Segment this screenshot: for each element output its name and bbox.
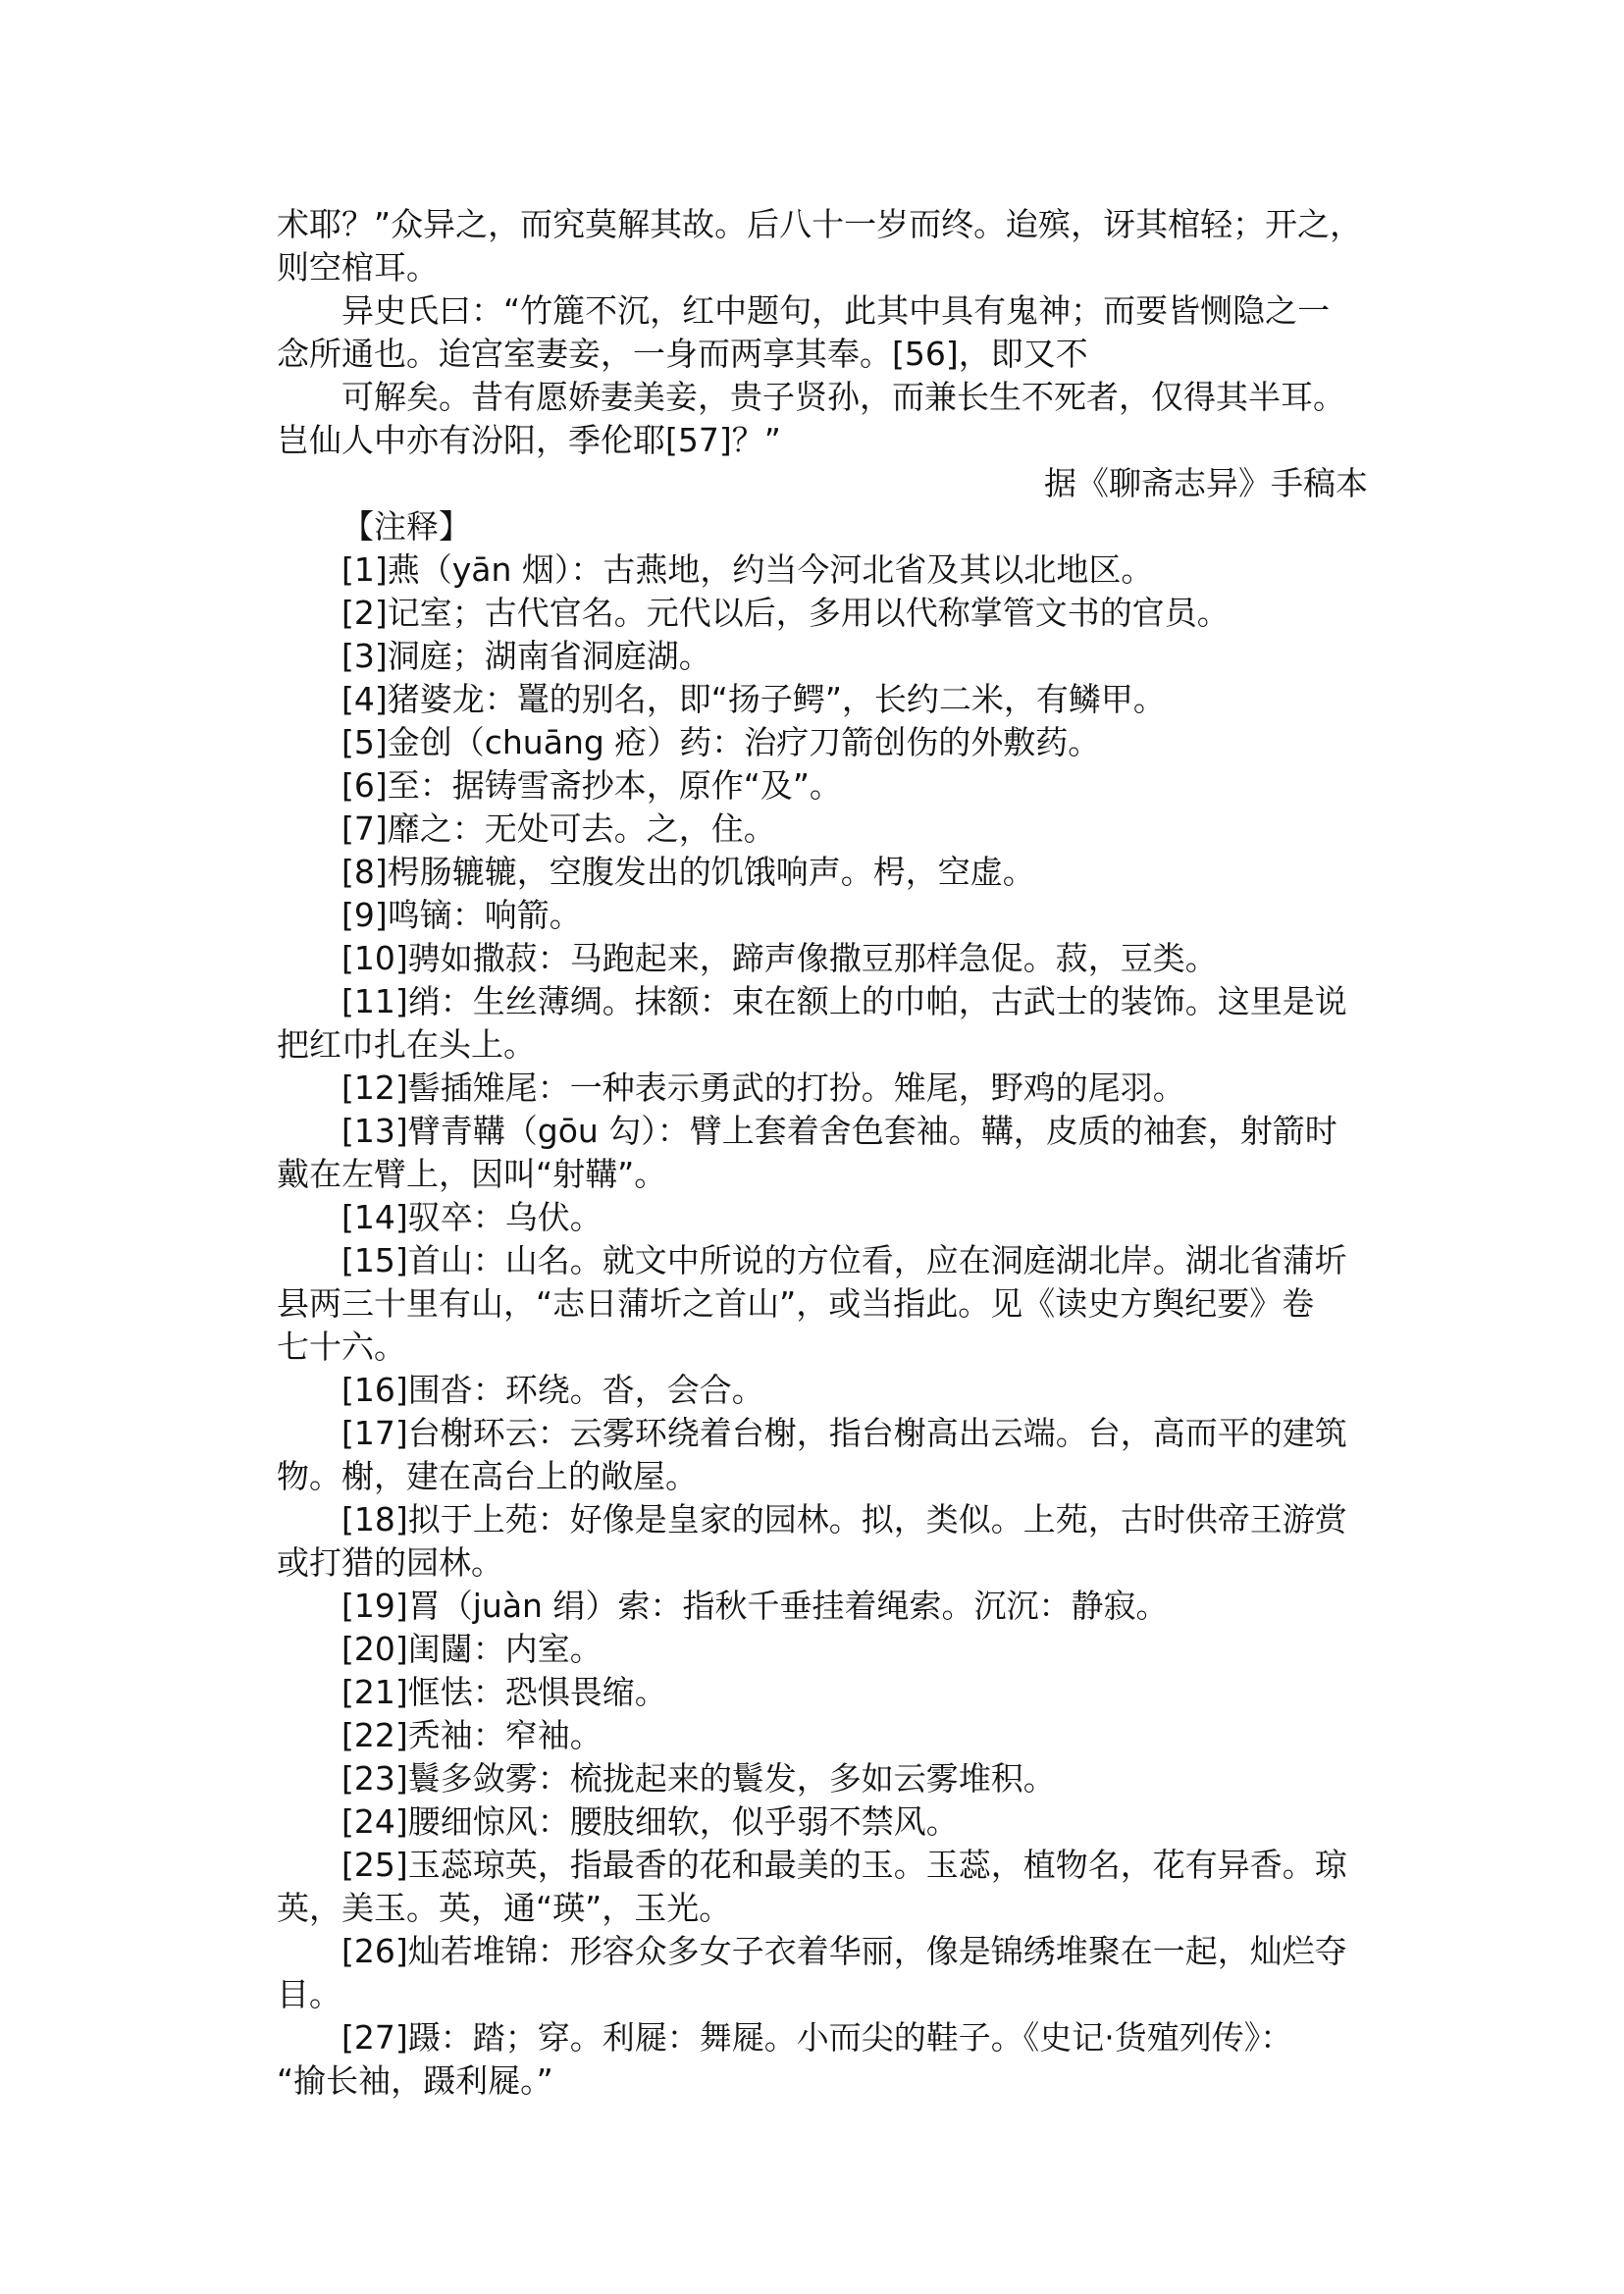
text-line: 则空棺耳。 <box>277 248 439 287</box>
note-14: [14]驭卒：乌伏。 <box>341 1198 602 1236</box>
note-2: [2]记室；古代官名。元代以后，多用以代称掌管文书的官员。 <box>341 594 1230 632</box>
note-18-cont: 或打猎的园林。 <box>277 1543 503 1582</box>
text-line: 可解矣。昔有愿娇妻美妾，贵子贤孙，而兼长生不死者，仅得其半耳。 <box>341 378 1345 416</box>
note-15: [15]首山：山名。就文中所说的方位看，应在洞庭湖北岸。湖北省蒲圻 <box>341 1241 1347 1279</box>
note-6: [6]至：据铸雪斋抄本，原作“及”。 <box>341 766 842 805</box>
note-4: [4]猪婆龙：鼍的别名，即“扬子鳄”，长约二米，有鳞甲。 <box>341 680 1166 718</box>
note-13: [13]臂青鞲（gōu 勾）：臂上套着舍色套袖。鞲，皮质的袖套，射箭时 <box>341 1112 1337 1150</box>
text-line: 术耶？”众异之，而究莫解其故。后八十一岁而终。迨殡，讶其棺轻；开之， <box>277 205 1363 243</box>
note-12: [12]髻插雉尾：一种表示勇武的打扮。雉尾，野鸡的尾羽。 <box>341 1069 1185 1107</box>
note-26-cont: 目。 <box>277 1975 341 2013</box>
note-15-cont: 县两三十里有山，“志日蒲圻之首山”，或当指此。见《读史方舆纪要》卷 <box>277 1284 1315 1323</box>
note-17-cont: 物。榭，建在高台上的敞屋。 <box>277 1457 698 1495</box>
note-11-cont: 把红巾扎在头上。 <box>277 1025 536 1064</box>
note-26: [26]灿若堆锦：形容众多女子衣着华丽，像是锦绣堆聚在一起，灿烂夺 <box>341 1932 1347 1970</box>
note-10: [10]骋如撒菽：马跑起来，蹄声像撒豆那样急促。菽，豆类。 <box>341 939 1218 977</box>
text-line: 岂仙人中亦有汾阳，季伦耶[57]？” <box>277 421 781 459</box>
note-24: [24]腰细惊风：腰肢细软，似乎弱不禁风。 <box>341 1802 959 1841</box>
note-3: [3]洞庭；湖南省洞庭湖。 <box>341 637 711 675</box>
note-16: [16]围沓：环绕。沓，会合。 <box>341 1371 764 1409</box>
note-18: [18]拟于上苑：好像是皇家的园林。拟，类似。上苑，古时供帝王游赏 <box>341 1500 1347 1538</box>
note-27: [27]蹑：踏；穿。利屣：舞屣。小而尖的鞋子。《史记·货殖列传》： <box>341 2018 1293 2057</box>
note-15-cont: 七十六。 <box>277 1328 406 1366</box>
note-25: [25]玉蕊琼英，指最香的花和最美的玉。玉蕊，植物名，花有异香。琼 <box>341 1846 1347 1884</box>
note-8: [8]枵肠辘辘，空腹发出的饥饿响声。枵，空虚。 <box>341 853 1035 891</box>
note-11: [11]绡：生丝薄绸。抹额：束在额上的巾帕，古武士的装饰。这里是说 <box>341 982 1347 1020</box>
note-13-cont: 戴在左臂上，因叫“射鞲”。 <box>277 1155 667 1193</box>
note-23: [23]鬟多敛雾：梳拢起来的鬟发，多如云雾堆积。 <box>341 1759 1056 1798</box>
note-20: [20]闺闥：内室。 <box>341 1630 602 1668</box>
text-line: 念所通也。迨宫室妻妾，一身而两享其奉。[56]，即又不 <box>277 335 1088 373</box>
note-17: [17]台榭环云：云雾环绕着台榭，指台榭高出云端。台，高而平的建筑 <box>341 1414 1347 1452</box>
note-7: [7]靡之：无处可去。之，住。 <box>341 809 776 848</box>
note-27-cont: “揄长袖，蹑利屣。” <box>277 2061 553 2100</box>
text-line: 异史氏曰：“竹簏不沉，红中题句，此其中具有鬼神；而要皆恻隐之一 <box>341 291 1331 330</box>
note-9: [9]鸣镝：响箭。 <box>341 896 582 934</box>
note-5: [5]金创（chuāng 疮）药：治疗刀箭创伤的外敷药。 <box>341 723 1101 761</box>
note-22: [22]秃袖：窄袖。 <box>341 1716 602 1754</box>
note-25-cont: 英，美玉。英，通“瑛”，玉光。 <box>277 1889 732 1927</box>
note-21: [21]恇怯：恐惧畏缩。 <box>341 1673 667 1711</box>
note-19: [19]罥（juàn 绢）索：指秋千垂挂着绳索。沉沉：静寂。 <box>341 1587 1169 1625</box>
notes-heading: 【注释】 <box>341 507 471 546</box>
source-citation: 据《聊斋志异》手稿本 <box>1044 464 1368 502</box>
note-1: [1]燕（yān 烟）：古燕地，约当今河北省及其以北地区。 <box>341 550 1154 589</box>
